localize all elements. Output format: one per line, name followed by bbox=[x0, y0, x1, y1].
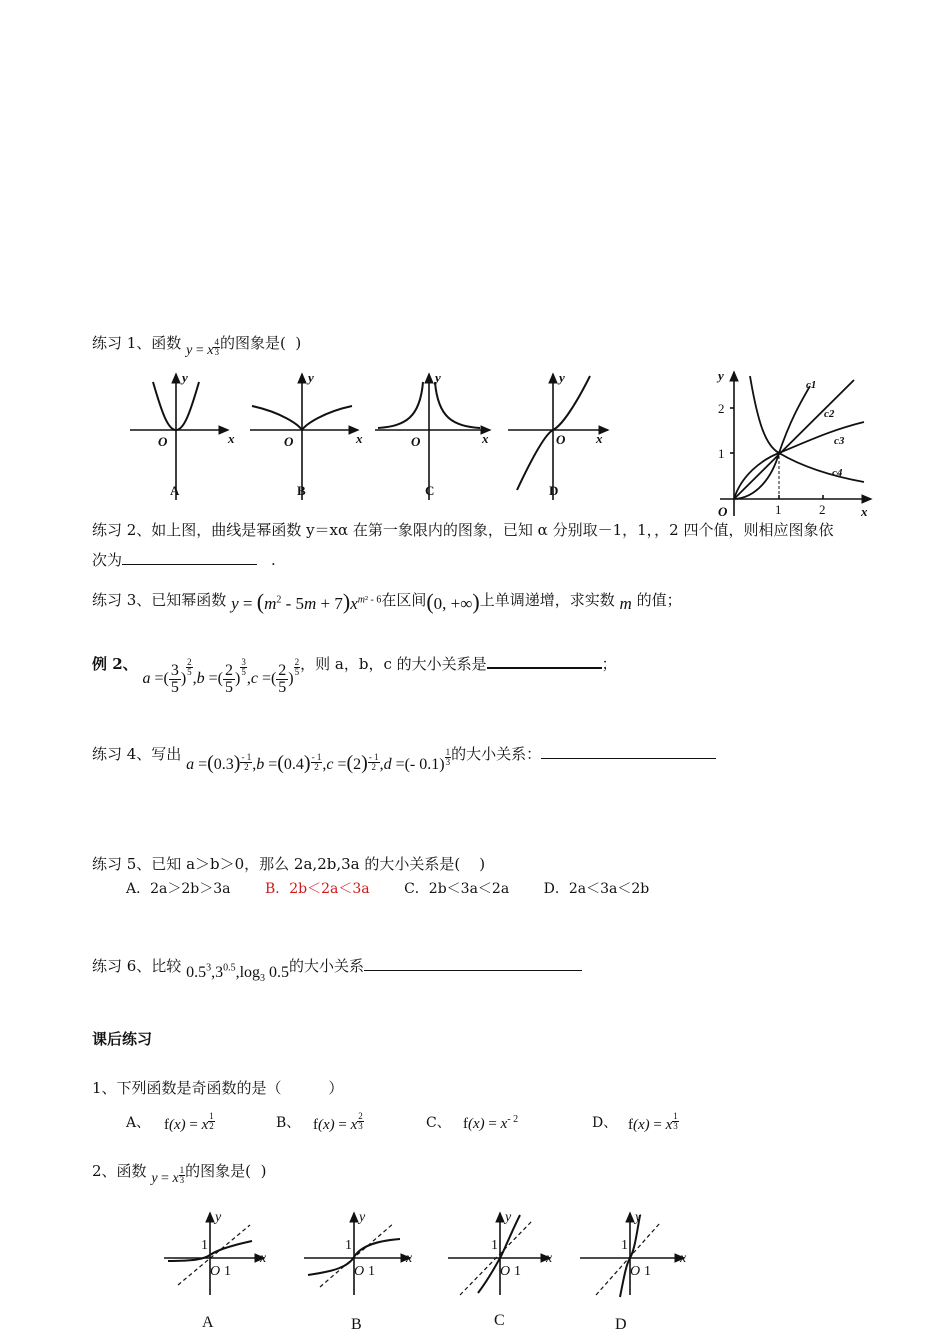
ex1-option-b: B bbox=[297, 483, 306, 498]
ex5-option-a: A．2a＞2b＞3a bbox=[126, 881, 231, 897]
svg-text:O: O bbox=[354, 1264, 365, 1279]
ex5-option-d: D．2a＜3a＜2b bbox=[543, 881, 650, 897]
svg-text:1: 1 bbox=[224, 1264, 231, 1279]
label-c2: c2 bbox=[824, 408, 835, 420]
q2-option-a: A bbox=[202, 1314, 214, 1331]
svg-text:1: 1 bbox=[491, 1238, 498, 1253]
ex1-graphs bbox=[120, 368, 620, 503]
q1-option-c: C、 bbox=[426, 1115, 451, 1131]
ex3-line: 练习 3、已知幂函数 $y = (m^2 - 5m + 7)x^{m^2 - 6}$在区间(0, +∞)上单调递增，求实数 m 的值； bbox=[92, 589, 682, 614]
q1-option-a: A、 bbox=[126, 1115, 151, 1131]
q1-options: A、 f(x) = x $\frac{1}{2}$ B、 f(x) = x $\frac{2}{3}$ C、 $f(x) = x^{- 2}$ D、 f(x) = x $\frac{1}{3}$ bbox=[126, 1111, 678, 1133]
svg-text:y: y bbox=[505, 1210, 512, 1225]
ex1-formula: y = x $\frac{4}{3}$ bbox=[186, 337, 219, 358]
svg-text:x: x bbox=[406, 1251, 413, 1266]
ex5-options bbox=[126, 878, 649, 898]
svg-text:x: x bbox=[546, 1251, 553, 1266]
svg-text:1: 1 bbox=[718, 446, 725, 461]
ex2-line2: 次为 . bbox=[92, 551, 276, 569]
svg-text:O: O bbox=[556, 432, 566, 447]
svg-text:1: 1 bbox=[775, 502, 782, 517]
label-c3: c3 bbox=[834, 435, 845, 447]
q2-option-c: C bbox=[494, 1312, 505, 1329]
ex1-option-c: C bbox=[425, 483, 435, 498]
ex5-option-c: C．2b＜3a＜2a bbox=[404, 881, 510, 897]
q2-graph-c bbox=[448, 1213, 550, 1295]
svg-text:1: 1 bbox=[621, 1238, 628, 1253]
svg-text:1: 1 bbox=[514, 1264, 521, 1279]
svg-text:x: x bbox=[228, 431, 235, 446]
svg-text:x: x bbox=[861, 504, 868, 519]
svg-text:1: 1 bbox=[201, 1238, 208, 1253]
ex1-option-d: D bbox=[549, 483, 559, 498]
ex1-graph-c bbox=[375, 374, 490, 500]
ex1-graph-b bbox=[250, 374, 358, 500]
svg-text:1: 1 bbox=[644, 1264, 651, 1279]
svg-text:y: y bbox=[718, 368, 724, 383]
ex6-formula: $0.5^3,3^{0.5},\log_3$ 0.5 bbox=[186, 962, 290, 985]
svg-text:O: O bbox=[500, 1264, 511, 1279]
svg-text:O: O bbox=[630, 1264, 641, 1279]
ex3-formula: $y = (m^2 - 5m + 7)x^{m^2 - 6}$ bbox=[231, 589, 382, 614]
svg-text:1: 1 bbox=[368, 1264, 375, 1279]
svg-text:y: y bbox=[635, 1210, 642, 1225]
svg-text:2: 2 bbox=[819, 502, 826, 517]
example2-formula: a =( $\frac{3}{5}$ ) $\frac{2}{5}$ ,b =( $\frac{2}{5}$ ) $\frac{3}{5}$ ,c =( $\frac{2}{5}$ ) $\frac{2}{5}$ bbox=[142, 657, 300, 696]
label-c1: c1 bbox=[806, 379, 817, 391]
svg-text:y: y bbox=[215, 1210, 222, 1225]
svg-text:y: y bbox=[182, 370, 188, 385]
q1-option-d: D、 bbox=[592, 1115, 618, 1131]
svg-text:1: 1 bbox=[345, 1238, 352, 1253]
svg-text:O: O bbox=[411, 434, 421, 449]
q1-option-b: B、 bbox=[276, 1115, 301, 1131]
label-c4: c4 bbox=[832, 467, 843, 479]
svg-text:O: O bbox=[284, 434, 294, 449]
q2-graphs bbox=[160, 1205, 690, 1335]
svg-text:O: O bbox=[718, 504, 728, 519]
svg-text:x: x bbox=[356, 431, 363, 446]
q2-option-d: D bbox=[615, 1316, 627, 1333]
svg-text:x: x bbox=[596, 431, 603, 446]
power-functions-graph bbox=[706, 366, 876, 520]
q2-line: 2、函数 y = x $\frac{1}{3}$ 的图象是( ) bbox=[92, 1162, 267, 1186]
svg-text:y: y bbox=[559, 370, 565, 385]
q1-line: 1、下列函数是奇函数的是（ ） bbox=[92, 1079, 344, 1097]
homework-title: 课后练习 bbox=[92, 1030, 153, 1048]
ex1-option-a: A bbox=[170, 483, 180, 498]
svg-text:x: x bbox=[260, 1251, 267, 1266]
svg-text:O: O bbox=[158, 434, 168, 449]
ex4-line: 练习 4、写出 a =(0.3) $\frac{- 1}{2}$ ,b =(0.4) $\frac{- 1}{2}$ ,c =(2) $\frac{- 1}{2}$ ,d =(- 0.1) $\frac{1}{3}$ 的大小关系： bbox=[92, 738, 716, 765]
q2-graph-d bbox=[580, 1213, 684, 1297]
svg-text:y: y bbox=[308, 370, 314, 385]
svg-text:y: y bbox=[435, 370, 441, 385]
ex5-question: 练习 5、已知 a＞b＞0，那么 2a,2b,3a 的大小关系是( ) bbox=[92, 855, 486, 873]
ex2-line1: 练习 2、如上图，曲线是幂函数 y＝xα 在第一象限内的图象，已知 α 分别取－1，1，，2 四个值，则相应图象依 bbox=[92, 521, 834, 539]
ex4-formula: a =(0.3) $\frac{- 1}{2}$ ,b =(0.4) $\frac{- 1}{2}$ ,c =(2) $\frac{- 1}{2}$ ,d =(- 0.1) $\frac{1}{3}$ bbox=[186, 747, 451, 774]
curve-c1 bbox=[734, 386, 810, 499]
svg-text:O: O bbox=[210, 1264, 221, 1279]
ex1-graph-a bbox=[130, 374, 228, 500]
ex5-option-b: B．2b＜2a＜3a bbox=[264, 881, 370, 897]
svg-text:y: y bbox=[359, 1210, 366, 1225]
ex6-line: 练习 6、比较 $0.5^3,3^{0.5},\log_3$ 0.5的大小关系 bbox=[92, 955, 582, 978]
q2-graph-a bbox=[164, 1213, 264, 1295]
example2-line: 例 2、 a =( $\frac{3}{5}$ ) $\frac{2}{5}$ ,b =( $\frac{2}{5}$ ) $\frac{3}{5}$ ,c =( $\frac{2}{5}$ ) $\frac{2}{5}$ ，则 a，b，c 的大小关系是 ； bbox=[92, 655, 617, 696]
ex1-line: 练习 1、函数 y = x $\frac{4}{3}$ 的图象是( ) bbox=[92, 334, 302, 358]
svg-text:x: x bbox=[680, 1251, 687, 1266]
svg-text:2: 2 bbox=[718, 401, 725, 416]
svg-text:x: x bbox=[482, 431, 489, 446]
q2-graph-b bbox=[304, 1213, 410, 1295]
q2-option-b: B bbox=[351, 1316, 362, 1333]
